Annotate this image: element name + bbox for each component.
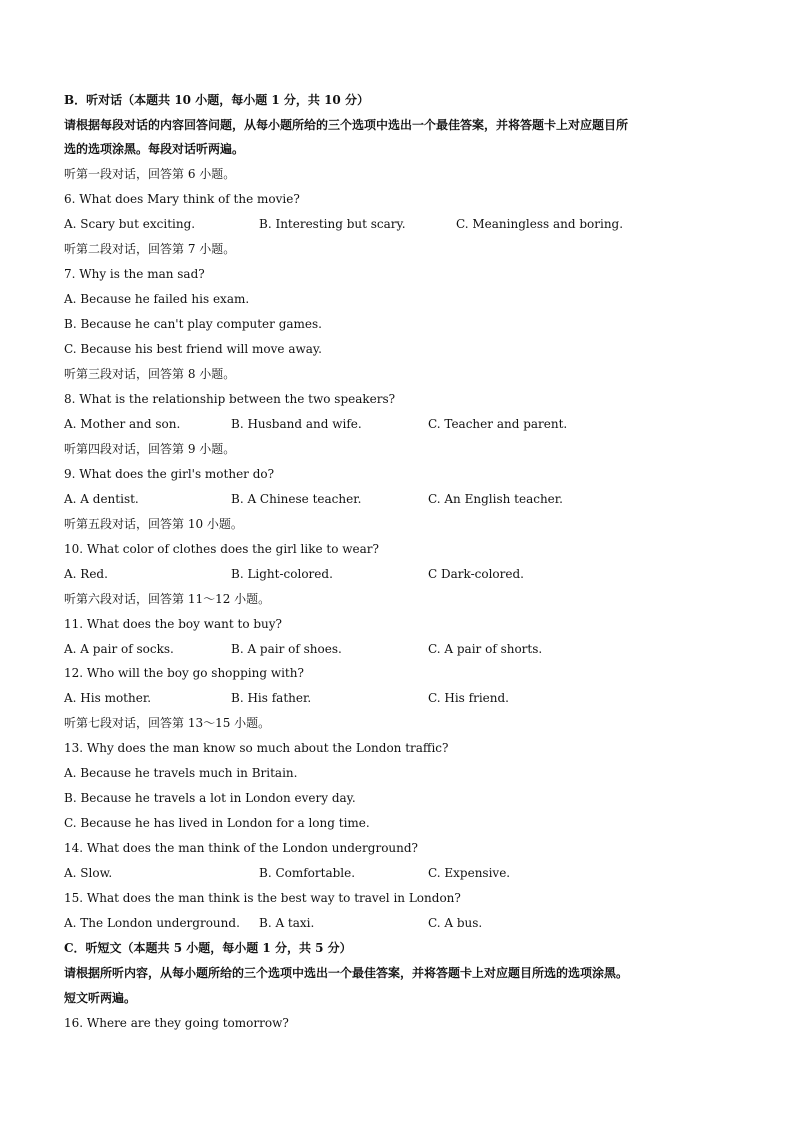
question-9-option-a: A. A dentist.: [64, 492, 139, 506]
question-13-option-c: C. Because he has lived in London for a long time.: [64, 816, 370, 830]
section-c-heading: C．听短文（本题共 5 小题，每小题 1 分，共 5 分）: [64, 941, 352, 955]
question-13-option-b: B. Because he travels a lot in London every day.: [64, 791, 356, 805]
section-c-instruction-line2: 短文听两遍。: [64, 991, 137, 1005]
question-9-option-b: B. A Chinese teacher.: [231, 492, 362, 506]
question-15-option-c: C. A bus.: [428, 916, 483, 930]
question-7: 7. Why is the man sad?: [64, 267, 205, 281]
question-13: 13. Why does the man know so much about the London traffic?: [64, 741, 449, 755]
section-c-instruction-line1: 请根据所听内容，从每小题所给的三个选项中选出一个最佳答案，并将答题卡上对应题目所选的选项涂黑。: [64, 966, 629, 980]
dialogue-7-intro: 听第七段对话，回答第 13～15 小题。: [64, 716, 271, 730]
question-15-option-a: A. The London underground.: [64, 916, 240, 930]
question-10-option-a: A. Red.: [64, 567, 108, 581]
question-8-option-c: C. Teacher and parent.: [428, 417, 568, 431]
section-b-instruction-line1: 请根据每段对话的内容回答问题，从每小题所给的三个选项中选出一个最佳答案，并将答题卡上对应题目所: [64, 118, 629, 132]
question-9-option-c: C. An English teacher.: [428, 492, 563, 506]
question-15: 15. What does the man think is the best way to travel in London?: [64, 891, 461, 905]
dialogue-3-intro: 听第三段对话，回答第 8 小题。: [64, 367, 236, 381]
dialogue-6-intro: 听第六段对话，回答第 11～12 小题。: [64, 592, 271, 606]
question-7-option-a: A. Because he failed his exam.: [64, 292, 250, 306]
question-10-option-b: B. Light-colored.: [231, 567, 333, 581]
question-12-option-c: C. His friend.: [428, 691, 509, 705]
question-8-option-b: B. Husband and wife.: [231, 417, 362, 431]
question-6-option-a: A. Scary but exciting.: [64, 217, 196, 231]
question-8: 8. What is the relationship between the two speakers?: [64, 392, 396, 406]
question-6: 6. What does Mary think of the movie?: [64, 192, 300, 206]
question-11-option-b: B. A pair of shoes.: [231, 642, 342, 656]
question-11-option-c: C. A pair of shorts.: [428, 642, 543, 656]
question-16: 16. Where are they going tomorrow?: [64, 1016, 289, 1030]
question-7-option-c: C. Because his best friend will move away.: [64, 342, 322, 356]
question-7-option-b: B. Because he can't play computer games.: [64, 317, 322, 331]
question-6-option-c: C. Meaningless and boring.: [456, 217, 624, 231]
question-14: 14. What does the man think of the London underground?: [64, 841, 418, 855]
question-10: 10. What color of clothes does the girl like to wear?: [64, 542, 379, 556]
dialogue-2-intro: 听第二段对话，回答第 7 小题。: [64, 242, 236, 256]
dialogue-4-intro: 听第四段对话，回答第 9 小题。: [64, 442, 236, 456]
question-11: 11. What does the boy want to buy?: [64, 617, 282, 631]
question-14-option-c: C. Expensive.: [428, 866, 511, 880]
question-12-option-b: B. His father.: [231, 691, 312, 705]
question-12: 12. Who will the boy go shopping with?: [64, 666, 304, 680]
question-9: 9. What does the girl's mother do?: [64, 467, 275, 481]
question-14-option-b: B. Comfortable.: [259, 866, 356, 880]
question-11-option-a: A. A pair of socks.: [64, 642, 174, 656]
section-b-instruction-line2: 选的选项涂黑。每段对话听两遍。: [64, 142, 245, 156]
question-12-option-a: A. His mother.: [64, 691, 152, 705]
question-8-option-a: A. Mother and son.: [64, 417, 181, 431]
question-14-option-a: A. Slow.: [64, 866, 113, 880]
dialogue-5-intro: 听第五段对话，回答第 10 小题。: [64, 517, 243, 531]
question-10-option-c: C Dark-colored.: [428, 567, 524, 581]
question-15-option-b: B. A taxi.: [259, 916, 315, 930]
dialogue-1-intro: 听第一段对话，回答第 6 小题。: [64, 167, 236, 181]
question-6-option-b: B. Interesting but scary.: [259, 217, 406, 231]
question-13-option-a: A. Because he travels much in Britain.: [64, 766, 298, 780]
section-b-heading: B．听对话（本题共 10 小题，每小题 1 分，共 10 分）: [64, 93, 369, 107]
